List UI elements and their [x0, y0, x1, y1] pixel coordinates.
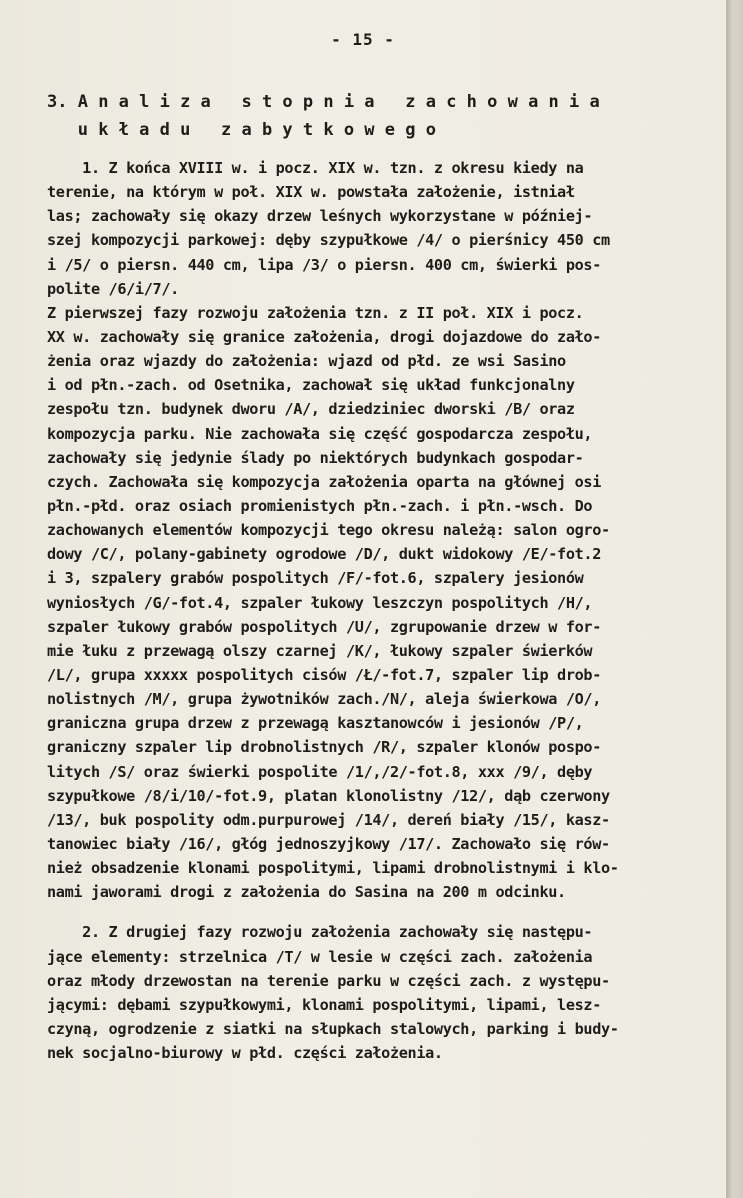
page-number: - 15 -: [331, 30, 395, 49]
page-edge: [726, 0, 743, 1198]
text-line: i 3, szpalery grabów pospolitych /F/-fot.6, szpalery jesionów: [47, 569, 584, 588]
text-line: las; zachowały się okazy drzew leśnych wykorzystane w później-: [47, 207, 593, 226]
text-line: czych. Zachowała się kompozycja założenia oparta na głównej osi: [47, 472, 602, 491]
text-line: 1. Z końca XVIII w. i pocz. XIX w. tzn. z okresu kiedy na: [47, 159, 584, 177]
text-line: i od płn.-zach. od Osetnika, zachował się układ funkcjonalny: [47, 376, 575, 395]
text-line: szej kompozycji parkowej: dęby szypułkowe /4/ o pierśnicy 450 cm: [47, 231, 610, 250]
heading-line-2: [47, 116, 697, 144]
paragraph-1: [47, 156, 727, 904]
text-line: jące elementy: strzelnica /T/ w lesie w części zach. założenia: [47, 947, 593, 966]
text-line: 2. Z drugiej fazy rozwoju założenia zachowały się następu-: [47, 923, 593, 942]
text-line: wyniosłych /G/-fot.4, szpaler łukowy leszczyn pospolitych /H/,: [47, 593, 593, 612]
text-line: mie łuku z przewagą olszy czarnej /K/, łukowy szpaler świerków: [47, 641, 593, 660]
text-line: terenie, na którym w poł. XIX w. powstała założenie, istniał: [47, 183, 575, 202]
text-line: polite /6/i/7/.: [47, 279, 179, 298]
paragraph-gap: [47, 904, 727, 920]
text-line: żenia oraz wjazdy do założenia: wjazd od płd. ze wsi Sasino: [47, 352, 566, 371]
text-line: XX w. zachowały się granice założenia, drogi dojazdowe do zało-: [47, 327, 602, 346]
text-line: graniczny szpaler lip drobnolistnych /R/, szpaler klonów pospo-: [47, 738, 602, 757]
text-line: nami jaworami drogi z założenia do Sasina na 200 m odcinku.: [47, 883, 566, 902]
text-line: szpaler łukowy grabów pospolitych /U/, zgrupowanie drzew w for-: [47, 617, 602, 636]
text-line: nież obsadzenie klonami pospolitymi, lipami drobnolistnymi i klo-: [47, 859, 619, 878]
text-line: zespołu tzn. budynek dworu /A/, dziedziniec dworski /B/ oraz: [47, 400, 575, 419]
text-line: szypułkowe /8/i/10/-fot.9, platan klonolistny /12/, dąb czerwony: [47, 786, 610, 805]
text-line: zachowanych elementów kompozycji tego okresu należą: salon ogro-: [47, 521, 610, 540]
text-line: zachowały się jedynie ślady po niektórych budynkach gospodar-: [47, 448, 584, 467]
heading-line-1: [47, 88, 697, 116]
heading-number: 3.: [47, 92, 68, 112]
text-line: płn.-płd. oraz osiach promienistych płn.-zach. i płn.-wsch. Do: [47, 496, 593, 515]
text-line: czyną, ogrodzenie z siatki na słupkach stalowych, parking i budy-: [47, 1019, 619, 1038]
text-line: kompozycja parku. Nie zachowała się część gospodarcza zespołu,: [47, 424, 593, 443]
text-line: oraz młody drzewostan na terenie parku w części zach. z występu-: [47, 971, 610, 990]
text-line: jącymi: dębami szypułkowymi, klonami pospolitymi, lipami, lesz-: [47, 995, 602, 1014]
text-line: Z pierwszej fazy rozwoju założenia tzn. z II poł. XIX i pocz.: [47, 303, 584, 322]
text-line: /L/, grupa xxxxx pospolitych cisów /Ł/-fot.7, szpaler lip drob-: [47, 665, 602, 684]
heading-text-1: A n a l i z a s t o p n i a z a c h o w a n i a: [77, 92, 600, 112]
text-line: graniczna grupa drzew z przewagą kasztanowców i jesionów /P/,: [47, 714, 584, 733]
text-line: dowy /C/, polany-gabinety ogrodowe /D/, dukt widokowy /E/-fot.2: [47, 545, 602, 564]
text-line: tanowiec biały /16/, głóg jednoszyjkowy /17/. Zachowało się rów-: [47, 834, 610, 853]
section-heading: [47, 88, 697, 144]
text-line: nolistnych /M/, grupa żywotników zach./N/, aleja świerkowa /O/,: [47, 690, 602, 709]
paragraph-2: [47, 920, 727, 1065]
document-body: [47, 156, 727, 1065]
text-line: i /5/ o piersn. 440 cm, lipa /3/ o piersn. 400 cm, świerki pos-: [47, 255, 602, 274]
heading-text-2: u k ł a d u z a b y t k o w e g o: [77, 120, 436, 140]
text-line: nek socjalno-biurowy w płd. części założenia.: [47, 1044, 443, 1063]
text-line: /13/, buk pospolity odm.purpurowej /14/, dereń biały /15/, kasz-: [47, 810, 610, 829]
text-line: litych /S/ oraz świerki pospolite /1/,/2/-fot.8, xxx /9/, dęby: [47, 762, 593, 781]
